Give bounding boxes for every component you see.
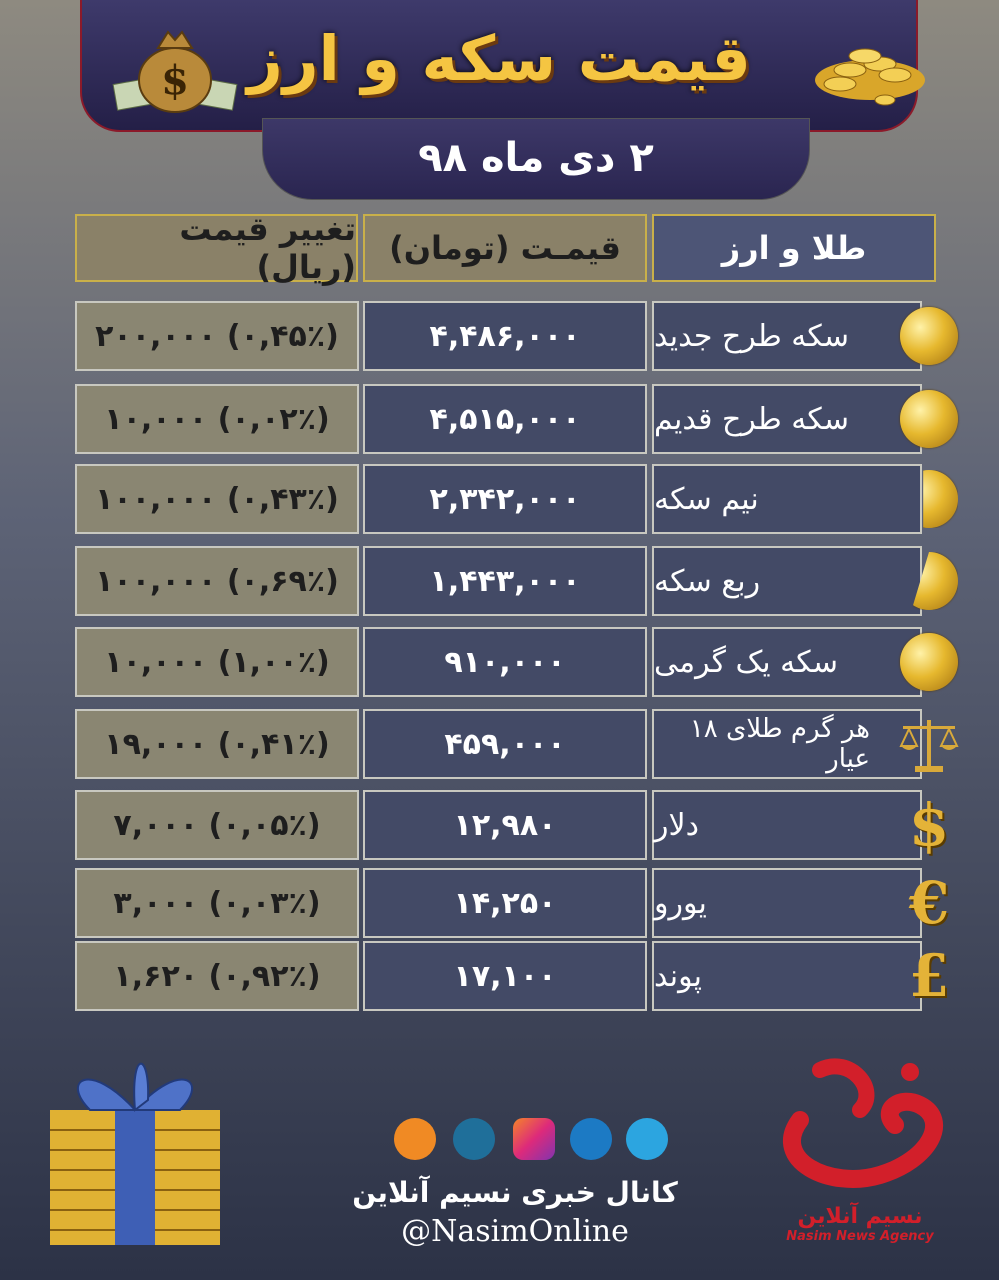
table-row xyxy=(0,868,999,938)
price-cell: ۴۵۹,۰۰۰ xyxy=(363,709,647,779)
soroush-icon[interactable] xyxy=(453,1118,495,1160)
logo-text-fa: نسیم آنلاین xyxy=(797,1204,923,1229)
change-cell: ۱۰۰,۰۰۰ (۰,۴۳٪) xyxy=(75,464,359,534)
nasim-logo-mark xyxy=(760,1050,960,1200)
money-bag-icon xyxy=(110,10,240,120)
change-cell: ۱,۶۲۰ (۰,۹۲٪) xyxy=(75,941,359,1011)
svg-text:$: $ xyxy=(161,57,189,104)
date-label: ۲ دی ماه ۹۸ xyxy=(418,135,654,181)
price-cell: ۴,۵۱۵,۰۰۰ xyxy=(363,384,647,454)
price-cell: ۱۷,۱۰۰ xyxy=(363,941,647,1011)
item-cell: نیم سکه xyxy=(652,464,922,534)
instagram-icon[interactable] xyxy=(513,1118,555,1160)
table-row xyxy=(0,384,999,454)
change-cell: ۱۹,۰۰۰ (۰,۴۱٪) xyxy=(75,709,359,779)
change-cell: ۲۰۰,۰۰۰ (۰,۴۵٪) xyxy=(75,301,359,371)
logo-text-en: Nasim News Agency xyxy=(786,1229,934,1244)
price-cell: ۹۱۰,۰۰۰ xyxy=(363,627,647,697)
page-title: قیمت سکه و ارز xyxy=(247,22,751,95)
column-header-price: قیمـت (تومان) xyxy=(363,214,647,282)
change-cell: ۳,۰۰۰ (۰,۰۳٪) xyxy=(75,868,359,938)
scale-icon xyxy=(897,712,961,776)
price-cell: ۱۲,۹۸۰ xyxy=(363,790,647,860)
item-cell: دلار xyxy=(652,790,922,860)
item-cell: یورو xyxy=(652,868,922,938)
item-cell: سکه طرح قدیم xyxy=(652,384,922,454)
change-cell: ۱۰,۰۰۰ (۰,۰۲٪) xyxy=(75,384,359,454)
item-cell: سکه طرح جدید xyxy=(652,301,922,371)
table-row xyxy=(0,627,999,697)
price-cell: ۴,۴۸۶,۰۰۰ xyxy=(363,301,647,371)
channel-handle[interactable]: @NasimOnline xyxy=(401,1214,629,1249)
one-gram-coin-icon xyxy=(897,630,961,694)
old-coin-icon xyxy=(897,387,961,451)
price-cell: ۲,۳۴۲,۰۰۰ xyxy=(363,464,647,534)
column-header-change: تغییر قیمت (ریال) xyxy=(75,214,358,282)
table-row xyxy=(0,546,999,616)
nasim-logo xyxy=(760,1050,960,1260)
euro-icon: € xyxy=(908,869,950,937)
gold-coins-icon xyxy=(810,20,930,110)
table-row xyxy=(0,941,999,1011)
column-header-item: طلا و ارز xyxy=(652,214,936,282)
item-cell: سکه یک گرمی xyxy=(652,627,922,697)
change-cell: ۷,۰۰۰ (۰,۰۵٪) xyxy=(75,790,359,860)
item-cell: ربع سکه xyxy=(652,546,922,616)
price-cell: ۱,۴۴۳,۰۰۰ xyxy=(363,546,647,616)
quarter-coin-icon xyxy=(897,549,961,613)
change-cell: ۱۰۰,۰۰۰ (۰,۶۹٪) xyxy=(75,546,359,616)
dollar-icon: $ xyxy=(908,791,950,859)
half-coin-icon xyxy=(897,467,961,531)
pound-icon: £ xyxy=(908,942,950,1010)
table-row xyxy=(0,464,999,534)
item-cell: هر گرم طلای ۱۸ عیار xyxy=(652,709,922,779)
date-box xyxy=(262,118,810,200)
price-cell: ۱۴,۲۵۰ xyxy=(363,868,647,938)
gap-icon[interactable] xyxy=(570,1118,612,1160)
table-row xyxy=(0,790,999,860)
gift-coins-icon xyxy=(30,1040,240,1250)
change-cell: ۱۰,۰۰۰ (۱,۰۰٪) xyxy=(75,627,359,697)
eitaa-icon[interactable] xyxy=(394,1118,436,1160)
telegram-icon[interactable] xyxy=(626,1118,668,1160)
table-row xyxy=(0,709,999,779)
channel-name: کانال خبری نسیم آنلاین xyxy=(352,1176,678,1209)
table-row xyxy=(0,301,999,371)
bahar-azadi-coin-icon xyxy=(897,304,961,368)
item-cell: پوند xyxy=(652,941,922,1011)
